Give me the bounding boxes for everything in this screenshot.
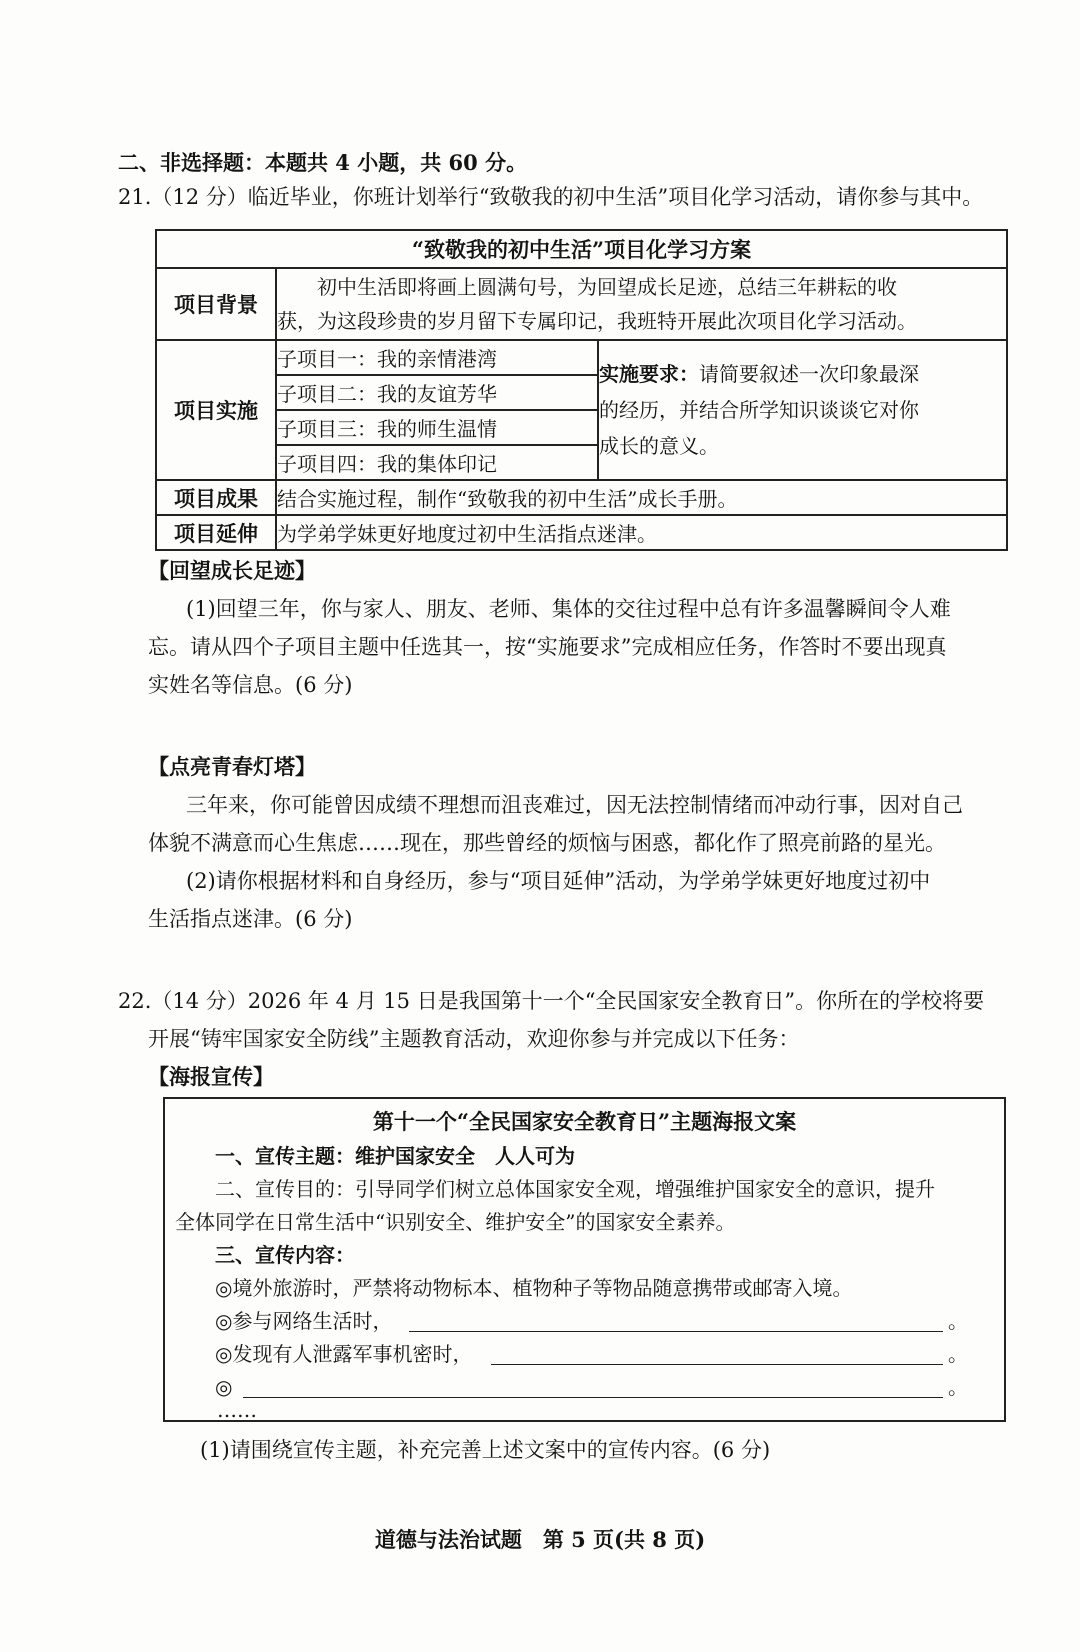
q21-plan-table xyxy=(155,229,1008,551)
part1-question-line-3: 实姓名等信息。(6 分) xyxy=(148,673,353,697)
answer-blank-3[interactable] xyxy=(243,1397,943,1398)
background-text xyxy=(276,268,1007,340)
extend-text: 为学弟学妹更好地度过初中生活指点迷津。 xyxy=(276,515,1007,550)
poster-box xyxy=(163,1097,1006,1422)
requirement-label: 实施要求： xyxy=(599,362,699,386)
q21-stem: 21.（12 分）临近毕业，你班计划举行“致敬我的初中生活”项目化学习活动，请你参与其中。 xyxy=(118,185,984,209)
result-label: 项目成果 xyxy=(156,480,276,515)
poster-theme: 一、宣传主题：维护国家安全 人人可为 xyxy=(215,1144,575,1168)
part2-heading: 【点亮青春灯塔】 xyxy=(148,754,316,779)
subproject-2: 子项目二：我的友谊芳华 xyxy=(276,375,598,410)
plan-table-title: “致敬我的初中生活”项目化学习方案 xyxy=(156,230,1007,268)
requirement-line-2: 的经历，并结合所学知识谈谈它对你 xyxy=(599,398,919,422)
poster-title: 第十一个“全民国家安全教育日”主题海报文案 xyxy=(372,1109,797,1134)
poster-ellipsis: …… xyxy=(217,1398,257,1422)
subproject-4: 子项目四：我的集体印记 xyxy=(276,445,598,480)
q22-stem-line-2: 开展“铸牢国家安全防线”主题教育活动，欢迎你参与并完成以下任务： xyxy=(148,1027,800,1051)
background-text-line-1: 初中生活即将画上圆满句号，为回望成长足迹，总结三年耕耘的收 xyxy=(317,275,897,299)
requirement-line-1: 请简要叙述一次印象最深 xyxy=(699,362,919,386)
blank-period-1: 。 xyxy=(948,1309,968,1333)
answer-blank-2[interactable] xyxy=(491,1364,943,1365)
part1-question-line-1: (1)回望三年，你与家人、朋友、老师、集体的交往过程中总有许多温馨瞬间令人难 xyxy=(186,597,951,621)
implement-label: 项目实施 xyxy=(156,340,276,480)
requirement-cell xyxy=(598,340,1007,480)
extend-label: 项目延伸 xyxy=(156,515,276,550)
requirement-line-3: 成长的意义。 xyxy=(599,434,719,458)
part1-heading: 【回望成长足迹】 xyxy=(148,558,316,583)
poster-item-2: ◎参与网络生活时， xyxy=(215,1309,393,1333)
background-label: 项目背景 xyxy=(156,268,276,340)
background-text-line-2: 获，为这段珍贵的岁月留下专属印记，我班特开展此次项目化学习活动。 xyxy=(277,309,917,333)
page-footer: 道德与法治试题 第 5 页(共 8 页) xyxy=(374,1527,706,1552)
result-text: 结合实施过程，制作“致敬我的初中生活”成长手册。 xyxy=(276,480,1007,515)
part1-question-line-2: 忘。请从四个子项目主题中任选其一，按“实施要求”完成相应任务，作答时不要出现真 xyxy=(148,635,947,659)
q22-part1-question: (1)请围绕宣传主题，补充完善上述文案中的宣传内容。(6 分) xyxy=(200,1438,771,1462)
subproject-3: 子项目三：我的师生温情 xyxy=(276,410,598,445)
answer-blank-1[interactable] xyxy=(409,1331,943,1332)
poster-purpose-line-2: 全体同学在日常生活中“识别安全、维护安全”的国家安全素养。 xyxy=(175,1210,736,1234)
poster-content-label: 三、宣传内容： xyxy=(215,1243,355,1267)
poster-heading: 【海报宣传】 xyxy=(148,1064,274,1089)
part2-question-line-2: 生活指点迷津。(6 分) xyxy=(148,907,353,931)
blank-period-3: 。 xyxy=(948,1375,968,1399)
poster-purpose-line-1: 二、宣传目的：引导同学们树立总体国家安全观，增强维护国家安全的意识，提升 xyxy=(215,1177,935,1201)
part2-material-line-2: 体貌不满意而心生焦虑……现在，那些曾经的烦恼与困惑，都化作了照亮前路的星光。 xyxy=(148,831,946,855)
blank-period-2: 。 xyxy=(948,1342,968,1366)
poster-item-1: ◎境外旅游时，严禁将动物标本、植物种子等物品随意携带或邮寄入境。 xyxy=(215,1276,853,1300)
subproject-1: 子项目一：我的亲情港湾 xyxy=(276,340,598,375)
section-heading: 二、非选择题：本题共 4 小题，共 60 分。 xyxy=(118,150,528,175)
part2-question-line-1: (2)请你根据材料和自身经历，参与“项目延伸”活动，为学弟学妹更好地度过初中 xyxy=(186,869,931,893)
q22-stem-line-1: 22.（14 分）2026 年 4 月 15 日是我国第十一个“全民国家安全教育日”。你所在的学校将要 xyxy=(118,989,985,1013)
part2-material-line-1: 三年来，你可能曾因成绩不理想而沮丧难过，因无法控制情绪而冲动行事，因对自己 xyxy=(186,793,963,817)
poster-item-4: ◎ xyxy=(215,1375,233,1399)
poster-item-3: ◎发现有人泄露军事机密时， xyxy=(215,1342,473,1366)
